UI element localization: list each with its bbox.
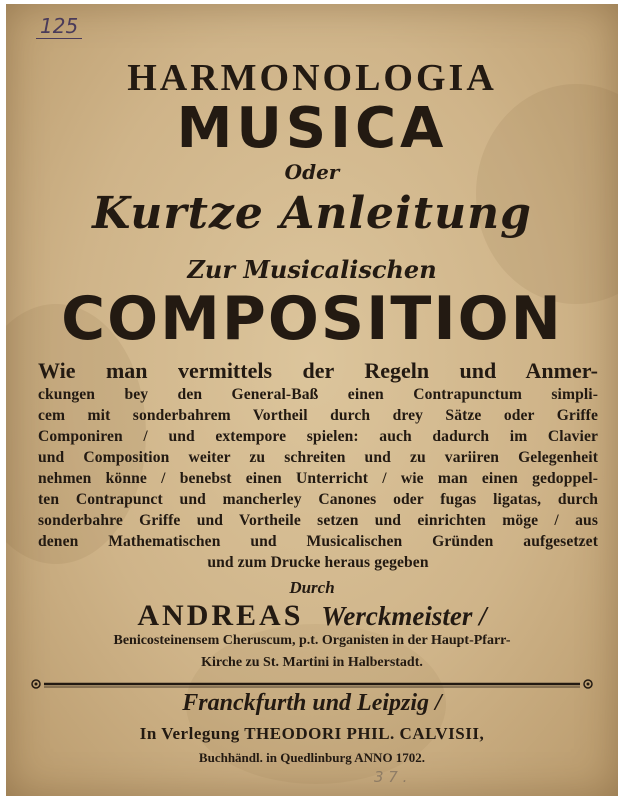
author-title-line-1: Benicosteinensem Cheruscum, p.t. Organisten in der Haupt-Pfarr- — [113, 633, 511, 648]
description-line: nehmen könne / benebst einen Unterricht / wie man einen gedoppel- — [38, 470, 598, 487]
author-name — [6, 599, 618, 633]
imprint-bookseller: Buchhändl. in Quedlinburg ANNO 1702. — [198, 750, 426, 765]
description-line: Wie man vermittels der Regeln und Anmer- — [38, 358, 598, 383]
ornament-right-icon — [584, 680, 592, 688]
imprint-publisher: In Verlegung THEODORI PHIL. CALVISII, — [139, 724, 485, 743]
description-line: sonderbahre Griffe und Vortheile setzen und einrichten möge / aus — [38, 512, 598, 529]
author-durch: Durch — [289, 578, 335, 597]
title-zur-musicalischen: Zur Musicalischen — [187, 255, 437, 284]
description-paragraph — [38, 358, 598, 573]
handwritten-shelfmark: 125 — [36, 14, 82, 39]
imprint-place: Franckfurth und Leipzig / — [182, 690, 442, 716]
title-kurtze-anleitung: Kurtze Anleitung — [92, 188, 532, 239]
author-first-name: ANDREAS — [137, 599, 304, 632]
author-title-line-2: Kirche zu St. Martini in Halberstadt. — [201, 655, 423, 670]
description-line: Componiren / und extempore spielen: auch dadurch im Clavier — [38, 428, 598, 445]
title-page — [6, 4, 618, 796]
ornamental-rule — [28, 678, 596, 690]
description-line: denen Mathematischen und Musicalischen Gründen aufgesetzet — [38, 533, 598, 550]
author-last-name: Werckmeister / — [321, 601, 487, 631]
title-harmonologia: HARMONOLOGIA — [127, 57, 497, 99]
ornament-left-icon — [32, 680, 40, 688]
title-composition: COMPOSITION — [61, 284, 563, 354]
description-line: ten Contrapunct und mancherley Canones oder fugas ligatas, durch — [38, 491, 598, 508]
title-oder: Oder — [284, 160, 340, 184]
description-line: ckungen bey den General-Baß einen Contrapunctum simpli- — [38, 386, 598, 403]
description-line: und Composition weiter zu schreiten und zu variiren Gelegenheit — [38, 449, 598, 466]
description-line: cem mit sonderbahrem Vortheil durch drey Sätze oder Griffe — [38, 407, 598, 424]
title-musica: MUSICA — [176, 96, 448, 161]
description-line: und zum Drucke heraus gegeben — [207, 554, 429, 571]
handwritten-page-number: 3 7 . — [374, 768, 408, 786]
